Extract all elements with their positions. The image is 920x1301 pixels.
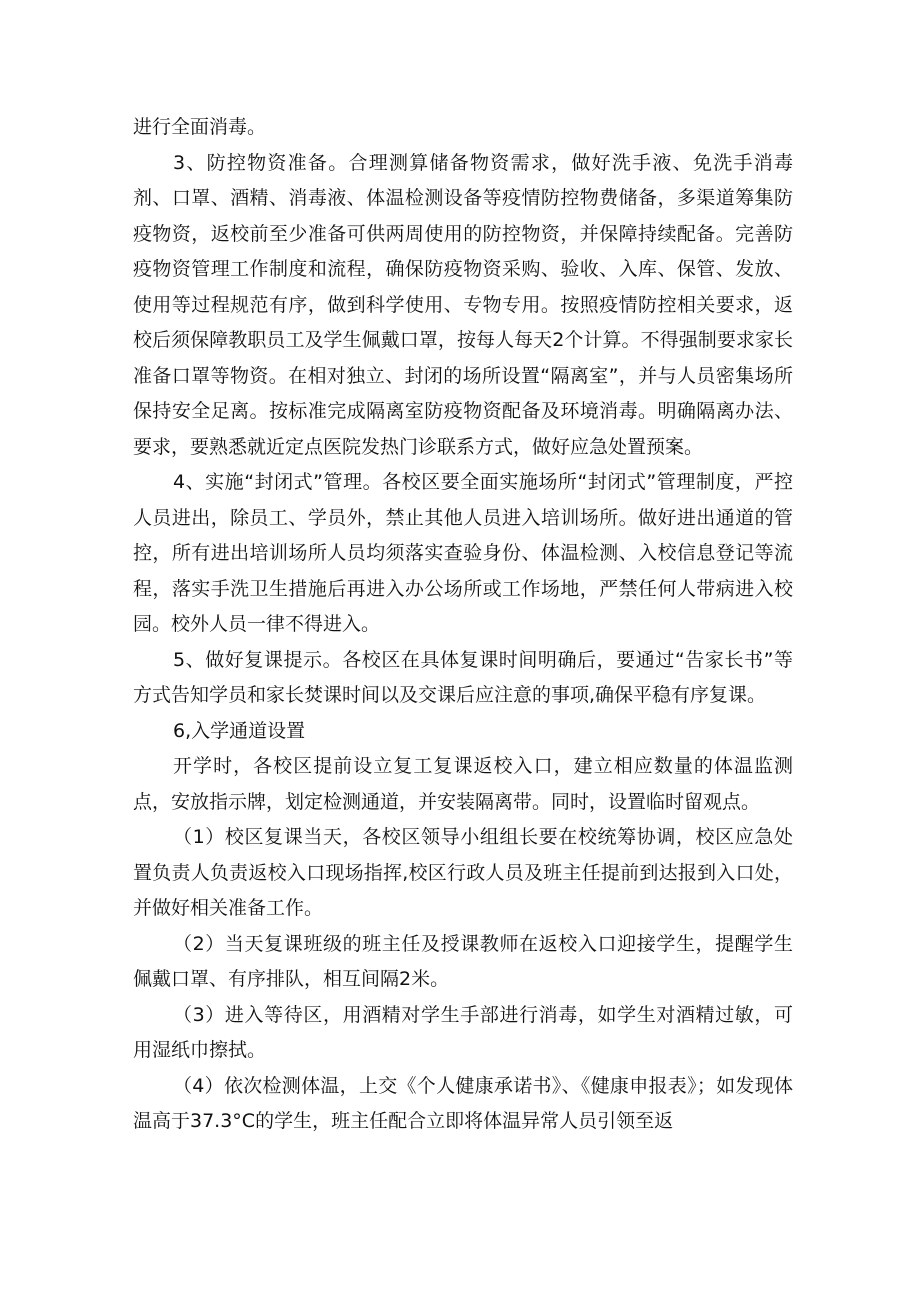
paragraph-5-reopening-notice: 5、做好复课提示。各校区在具体复课时间明确后，要通过“告家长书”等方式告知学员和家长焚课时间以及交课后应注意的事项,确保平稳有序复课。 <box>133 648 793 706</box>
paragraph-6-item-1: （1）校区复课当天，各校区领导小组组长要在校统筹协调，校区应急处置负责人负责返校入口现场指挥,校区行政人员及班主任提前到达报到入口处，并做好相关准备工作。 <box>133 826 793 919</box>
paragraph-6-item-2: （2）当天复课班级的班主任及授课教师在返校入口迎接学生，提醒学生佩戴口罩、有序排队，相互间隔2米。 <box>133 932 793 990</box>
paragraph-6-item-4: （4）依次检测体温，上交《个人健康承诺书》、《健康申报表》；如发现体温高于37.3°C的学生，班主任配合立即将体温异常人员引领至返 <box>133 1074 793 1132</box>
paragraph-continuation: 进行全面消毒。 <box>133 116 267 138</box>
paragraph-6-heading: 6,入学通道设置 <box>173 719 306 742</box>
document-page <box>133 110 793 1140</box>
paragraph-6-body: 开学时，各校区提前设立复工复课返校入口，建立相应数量的体温监测点，安放指示牌，划定检测通道，并安装隔离带。同时，设置临时留观点。 <box>133 755 793 813</box>
paragraph-3-supplies: 3、防控物资准备。合理测算储备物资需求，做好洗手液、免洗手消毒剂、口罩、酒精、消毒液、体温检测设备等疫情防控物费储备，多渠道筹集防疫物资，返校前至少准备可供两周使用的防控物资，并保障持续配备。完善防疫物资管理工作制度和流程，确保防疫物资采购、验收、入库、保管、发放、使用等过程规范有序，做到科学使用、专物专用。按照疫情防控相关要求，返校后须保障教职员工及学生佩戴口罩，按每人每天2个计算。不得强制要求家长准备口罩等物资。在相对独立、封闭的场所设置“隔离室”，并与人员密集场所保持安全足离。按标准完成隔离室防疫物资配备及环境消毒。明确隔离办法、要求，要熟悉就近定点医院发热门诊联系方式，做好应急处置预案。 <box>133 151 793 458</box>
paragraph-4-closed-management: 4、实施“封闭式”管理。各校区要全面实施场所“封闭式”管理制度，严控人员进出，除员工、学员外，禁止其他人员进入培训场所。做好进出通道的管控，所有进出培训场所人员均须落实查验身份、体温检测、入校信息登记等流程，落实手洗卫生措施后再进入办公场所或工作场地，严禁任何人带病进入校园。校外人员一律不得进入。 <box>133 471 793 635</box>
paragraph-6-item-3: （3）进入等待区，用酒精对学生手部进行消毒，如学生对酒精过敏，可用湿纸巾擦拭。 <box>133 1003 793 1061</box>
